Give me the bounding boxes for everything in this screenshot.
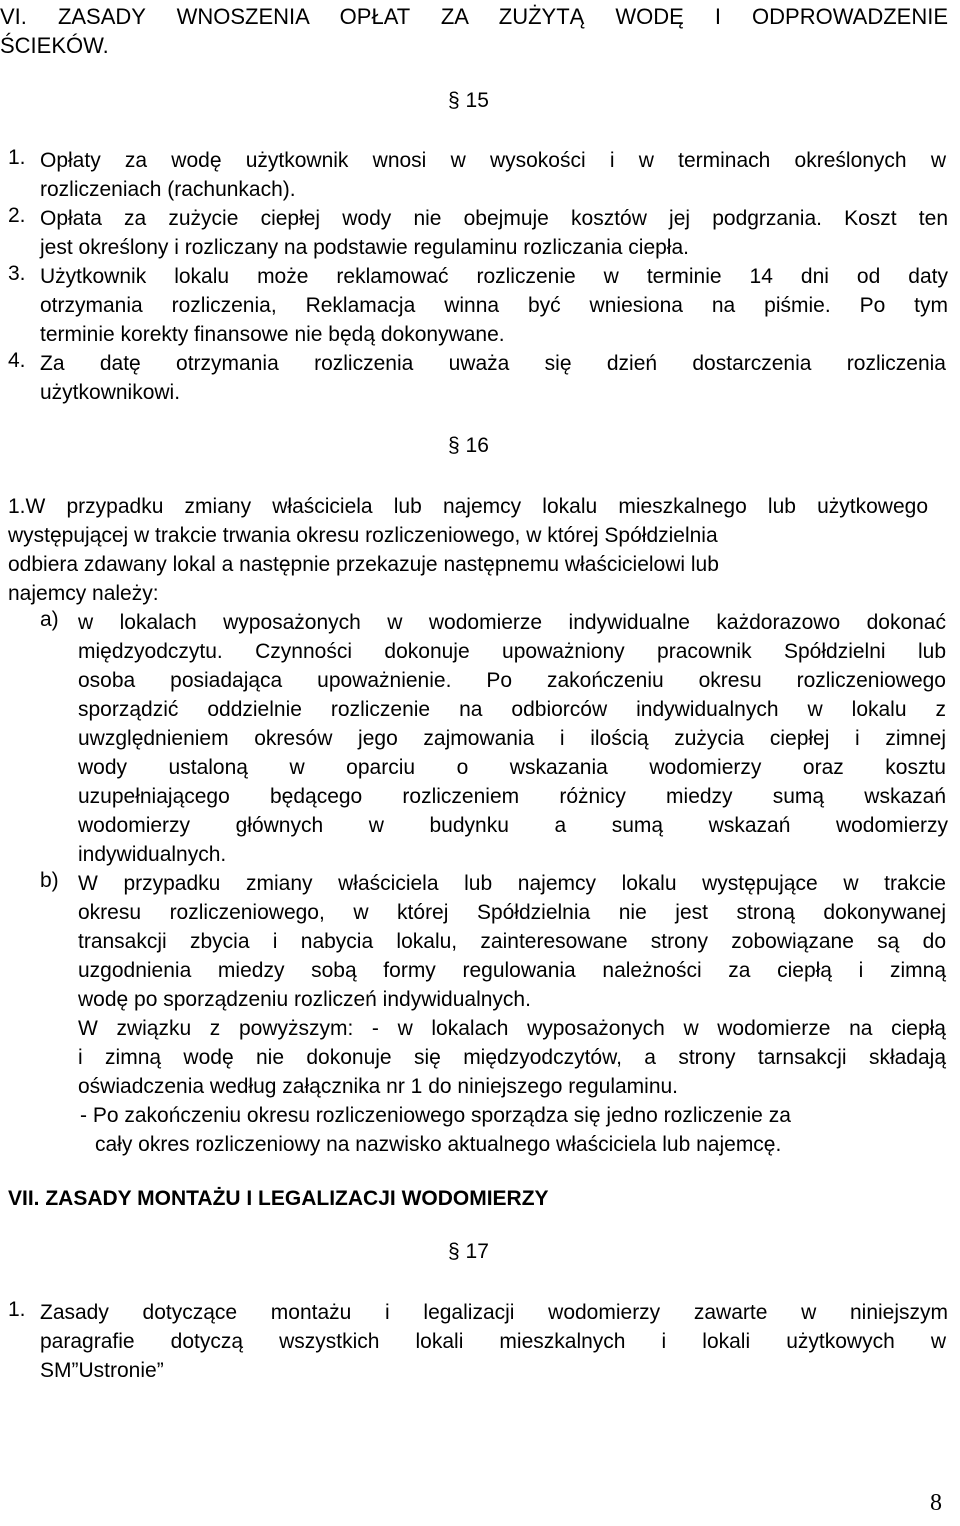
item-text: paragrafie dotyczą wszystkich lokali mieszkalnych i lokali użytkowych w bbox=[40, 1330, 946, 1353]
item-text: rozliczeniach (rachunkach). bbox=[40, 178, 296, 201]
page-number: 8 bbox=[930, 1490, 942, 1516]
item-b-line: uzgodnienia miedzy sobą formy regulowania należności za ciepłą i zimną bbox=[78, 959, 946, 982]
item-text: terminie korekty finansowe nie będą dokonywane. bbox=[40, 323, 505, 346]
item-number: 1. bbox=[8, 1298, 26, 1321]
item-a-line: wodomierzy głównych w budynku a sumą wskazań wodomierzy bbox=[78, 814, 948, 837]
item-a-line: w lokalach wyposażonych w wodomierze indywidualne każdorazowo dokonać bbox=[78, 611, 946, 634]
item-a-line: indywidualnych. bbox=[78, 843, 227, 866]
item-marker: b) bbox=[40, 869, 59, 892]
intro-line: odbiera zdawany lokal a następnie przekazuje następnemu właścicielowi lub bbox=[8, 553, 719, 576]
paragraph-17-label: § 17 bbox=[448, 1240, 489, 1263]
intro-line: występującej w trakcie trwania okresu rozliczeniowego, w której Spółdzielnia bbox=[8, 524, 718, 547]
item-text: Opłata za zużycie ciepłej wody nie obejmuje kosztów jej podgrzania. Koszt ten bbox=[40, 207, 948, 230]
item-a-line: osoba posiadająca upoważnienie. Po zakończeniu okresu rozliczeniowego bbox=[78, 669, 946, 692]
item-text: użytkownikowi. bbox=[40, 381, 181, 404]
intro-line: najemcy należy: bbox=[8, 582, 159, 605]
item-number: 2. bbox=[8, 204, 26, 227]
item-b-line: okresu rozliczeniowego, w której Spółdzielnia nie jest stroną dokonywanej bbox=[78, 901, 946, 924]
section-vi-title-line1: VI. ZASADY WNOSZENIA OPŁAT ZA ZUŻYTĄ WODĘ I ODPROWADZENIE bbox=[0, 4, 948, 29]
item-b-line: i zimną wodę nie dokonuje się międzyodczytów, a strony tarnsakcji składają bbox=[78, 1046, 946, 1069]
item-number: 3. bbox=[8, 262, 26, 285]
item-marker: a) bbox=[40, 608, 59, 631]
item-text: jest określony i rozliczany na podstawie regulaminu rozliczania ciepła. bbox=[40, 236, 689, 259]
item-number: 1. bbox=[8, 146, 26, 169]
section-vi-title-line2: ŚCIEKÓW. bbox=[0, 33, 109, 58]
item-a-line: uzupełniającego będącego rozliczeniem różnicy miedzy sumą wskazań bbox=[78, 785, 946, 808]
item-text: SM”Ustronie” bbox=[40, 1359, 164, 1382]
paragraph-16-label: § 16 bbox=[448, 434, 489, 457]
item-b-dash-line: cały okres rozliczeniowy na nazwisko aktualnego właściciela lub najemcę. bbox=[95, 1133, 782, 1156]
item-text: Za datę otrzymania rozliczenia uważa się dzień dostarczenia rozliczenia bbox=[40, 352, 946, 375]
item-b-line: W przypadku zmiany właściciela lub najemcy lokalu występujące w trakcie bbox=[78, 872, 946, 895]
item-text: Opłaty za wodę użytkownik wnosi w wysokości i w terminach określonych w bbox=[40, 149, 946, 172]
item-a-line: międzyodczytu. Czynności dokonuje upoważniony pracownik Spółdzielni lub bbox=[78, 640, 946, 663]
paragraph-15-label: § 15 bbox=[448, 89, 489, 112]
item-b-line: W związku z powyższym: - w lokalach wyposażonych w wodomierze na ciepłą bbox=[78, 1017, 946, 1040]
item-b-line: transakcji zbycia i nabycia lokalu, zainteresowane strony zobowiązane są do bbox=[78, 930, 946, 953]
item-text: otrzymania rozliczenia, Reklamacja winna być wniesiona na piśmie. Po tym bbox=[40, 294, 948, 317]
item-a-line: sporządzić oddzielnie rozliczenie na odbiorców indywidualnych w lokalu z bbox=[78, 698, 946, 721]
intro-line: 1.W przypadku zmiany właściciela lub najemcy lokalu mieszkalnego lub użytkowego bbox=[8, 495, 928, 518]
item-b-line: oświadczenia według załącznika nr 1 do niniejszego regulaminu. bbox=[78, 1075, 679, 1098]
item-a-line: uwzględnieniem okresów jego zajmowania i ilością zużycia ciepłej i zimnej bbox=[78, 727, 946, 750]
item-text: Zasady dotyczące montażu i legalizacji wodomierzy zawarte w niniejszym bbox=[40, 1301, 948, 1324]
item-text: Użytkownik lokalu może reklamować rozliczenie w terminie 14 dni od daty bbox=[40, 265, 948, 288]
section-vii-title: VII. ZASADY MONTAŻU I LEGALIZACJI WODOMIERZY bbox=[8, 1187, 549, 1210]
item-b-line: wodę po sporządzeniu rozliczeń indywidualnych. bbox=[78, 988, 531, 1011]
item-b-dash-line: - Po zakończeniu okresu rozliczeniowego sporządza się jedno rozliczenie za bbox=[80, 1104, 791, 1127]
item-a-line: wody ustaloną w oparciu o wskazania wodomierzy oraz kosztu bbox=[78, 756, 946, 779]
item-number: 4. bbox=[8, 349, 26, 372]
